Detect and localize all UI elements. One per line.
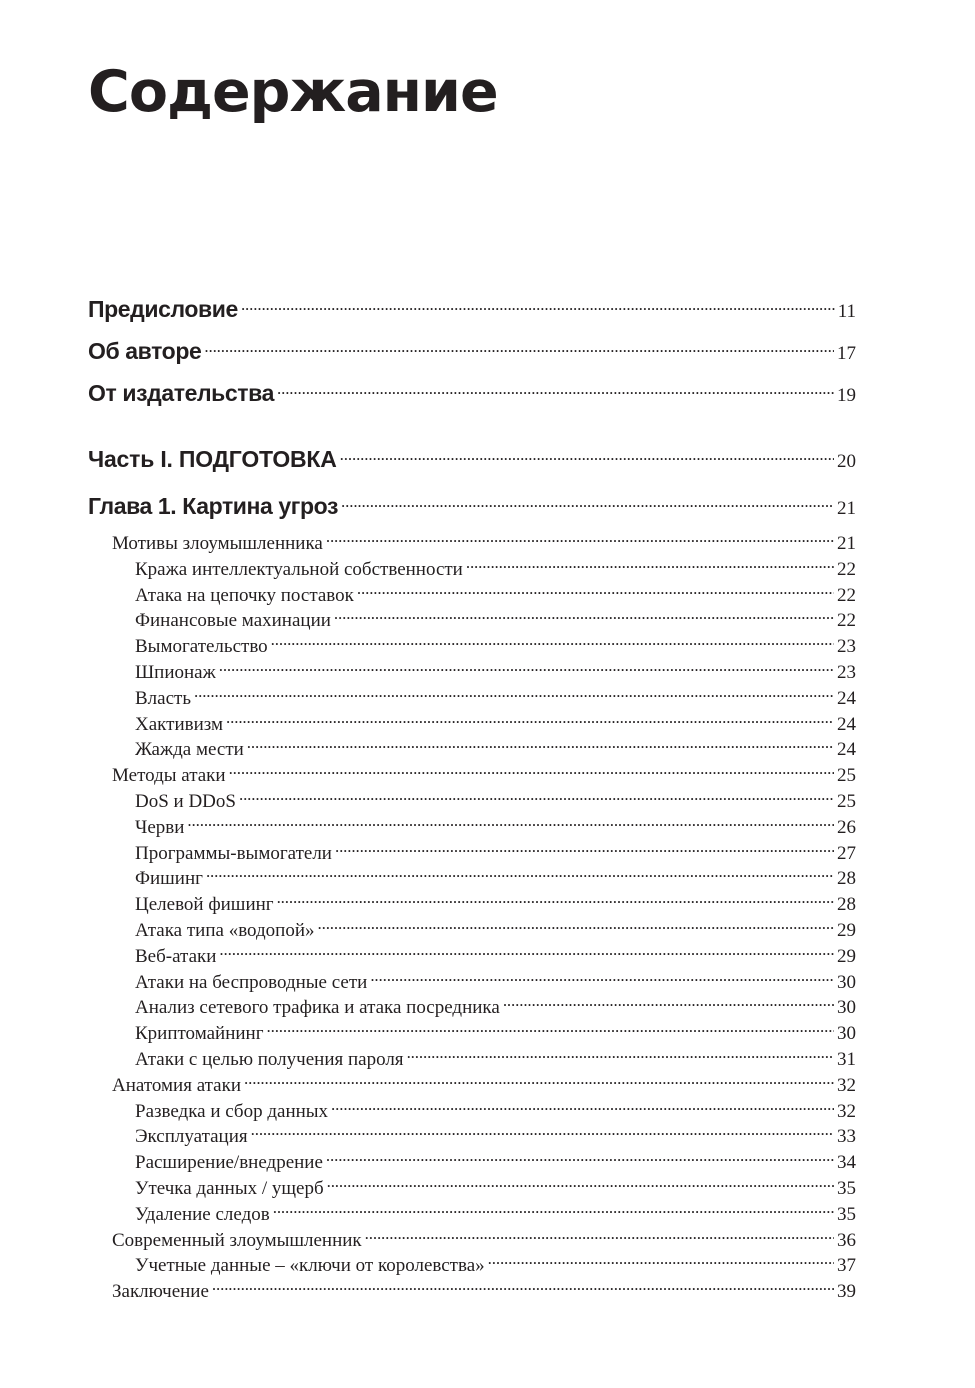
toc-entry [88, 791, 856, 813]
toc-entry-page: 24 [837, 713, 856, 735]
dot-leader [229, 765, 834, 781]
dot-leader [277, 894, 834, 910]
toc-entry-page: 32 [837, 1074, 856, 1096]
toc-entry [88, 296, 856, 323]
dot-leader [503, 997, 834, 1013]
toc-entry-title: Черви [135, 816, 185, 838]
toc-entry-page: 20 [837, 451, 856, 472]
dot-leader [251, 1126, 834, 1142]
dot-leader [326, 533, 834, 549]
toc-entry-title: Разведка и сбор данных [135, 1100, 329, 1122]
toc-entry-page: 28 [837, 894, 856, 916]
toc-entry-page: 24 [837, 739, 856, 761]
toc-entry-title: Веб-атаки [135, 945, 217, 967]
dot-leader [334, 610, 834, 626]
toc-entry-page: 19 [837, 385, 856, 406]
dot-leader [247, 739, 834, 755]
toc-entry-page: 32 [837, 1100, 856, 1122]
toc-entry [88, 446, 856, 473]
toc-entry [88, 1178, 856, 1200]
toc-entry [88, 636, 856, 658]
toc-entry-title: Кража интеллектуальной собственности [135, 558, 463, 580]
dot-leader [327, 1178, 834, 1194]
dot-leader [271, 636, 834, 652]
dot-leader [341, 498, 834, 514]
dot-leader [244, 1075, 834, 1091]
toc-entry-page: 24 [837, 687, 856, 709]
toc-entry-title: Хактивизм [135, 713, 224, 735]
toc-entry-title: Целевой фишинг [135, 894, 274, 916]
toc-entry-title: Утечка данных / ущерб [135, 1178, 324, 1199]
dot-leader [370, 972, 834, 988]
toc-entry-page: 31 [837, 1049, 856, 1070]
toc-entry [88, 1023, 856, 1045]
toc-entry-title: Учетные данные – «ключи от королевства» [135, 1255, 485, 1277]
toc-entry-title: Мотивы злоумышленника [112, 533, 323, 554]
toc-entry-title: Современный злоумышленник [112, 1229, 362, 1251]
toc-entry-title: Эксплуатация [135, 1126, 248, 1148]
dot-leader [331, 1101, 834, 1117]
toc-entry-title: Вымогательство [135, 636, 268, 658]
dot-leader [194, 688, 834, 704]
dot-leader [365, 1230, 834, 1246]
toc-entry-title: Глава 1. Картина угроз [88, 493, 339, 519]
toc-entry-page: 26 [837, 816, 856, 838]
toc-entry-page: 35 [837, 1203, 856, 1225]
toc-entry-page: 22 [837, 584, 856, 606]
toc-entry-page: 22 [837, 610, 856, 632]
toc-entry-page: 30 [837, 1023, 856, 1045]
dot-leader [340, 451, 834, 467]
dot-leader [219, 946, 834, 962]
dot-leader [226, 714, 834, 730]
dot-leader [241, 301, 835, 317]
toc-entry-page: 29 [837, 920, 856, 941]
toc-entry-page: 36 [837, 1229, 856, 1251]
toc-entry-title: Заключение [112, 1281, 209, 1303]
toc-entry-title: Программы-вымогатели [135, 842, 332, 864]
toc-entry [88, 1281, 856, 1303]
toc-entry [88, 338, 856, 365]
toc-entry [88, 688, 856, 710]
toc-entry [88, 1204, 856, 1226]
toc-entry [88, 714, 856, 736]
toc-entry [88, 662, 856, 684]
toc-entry-title: Об авторе [88, 338, 202, 364]
toc-entry [88, 533, 856, 555]
toc-entry-title: Атака на цепочку поставок [135, 584, 354, 606]
toc-entry [88, 1126, 856, 1148]
dot-leader [318, 920, 835, 936]
toc-entry-title: Часть I. ПОДГОТОВКА [88, 446, 337, 472]
toc-entry [88, 559, 856, 581]
toc-entry-page: 30 [837, 971, 856, 993]
toc-entry [88, 739, 856, 761]
toc-entry-page: 23 [837, 662, 856, 683]
toc-entry [88, 972, 856, 994]
dot-leader [466, 559, 834, 575]
toc-entry-title: Криптомайнинг [135, 1023, 264, 1045]
toc-entry-title: Анализ сетевого трафика и атака посредника [135, 997, 500, 1019]
toc-entry [88, 920, 856, 942]
toc-entry-page: 17 [837, 343, 856, 364]
toc-entry [88, 380, 856, 407]
toc-entry-title: Атаки на беспроводные сети [135, 971, 368, 993]
toc-entry [88, 1255, 856, 1277]
toc-entry-title: Шпионаж [135, 662, 216, 683]
toc-entry-title: От издательства [88, 380, 274, 406]
toc-entry [88, 1230, 856, 1252]
toc-entry [88, 765, 856, 787]
toc-entry-page: 22 [837, 558, 856, 580]
dot-leader [212, 1281, 834, 1297]
toc-entry-title: Атака типа «водопой» [135, 920, 315, 941]
toc-entry [88, 1101, 856, 1123]
toc-entry-page: 23 [837, 636, 856, 658]
toc-entry [88, 493, 856, 520]
toc-entry [88, 997, 856, 1019]
toc-entry [88, 1075, 856, 1097]
toc-entry-page: 34 [837, 1152, 856, 1174]
toc-entry-title: DoS и DDoS [135, 791, 236, 812]
dot-leader [267, 1023, 835, 1039]
dot-leader [239, 791, 834, 807]
toc-entry-page: 25 [837, 765, 856, 787]
toc-entry-page: 27 [837, 842, 856, 864]
toc-entry-title: Анатомия атаки [112, 1074, 242, 1096]
dot-leader [277, 385, 834, 401]
toc-entry [88, 610, 856, 632]
toc-entry-page: 25 [837, 791, 856, 812]
toc-entry-title: Расширение/внедрение [135, 1152, 323, 1174]
dot-leader [206, 868, 834, 884]
toc-entry-title: Удаление следов [135, 1203, 270, 1225]
toc-entry-title: Атаки с целью получения пароля [135, 1049, 404, 1070]
dot-leader [273, 1204, 834, 1220]
toc-entry-page: 33 [837, 1126, 856, 1148]
dot-leader [187, 817, 834, 833]
toc-entry-title: Предисловие [88, 296, 238, 322]
page-title: Содержание [88, 59, 498, 125]
toc-entry-title: Методы атаки [112, 765, 226, 787]
dot-leader [407, 1049, 834, 1065]
toc-entry-page: 11 [837, 301, 856, 322]
toc-entry-page: 28 [837, 868, 856, 890]
toc-entry [88, 843, 856, 865]
toc-entry [88, 585, 856, 607]
toc-entry [88, 894, 856, 916]
toc-entry-page: 21 [837, 498, 856, 519]
toc-entry [88, 1152, 856, 1174]
toc-entry-page: 37 [837, 1255, 856, 1277]
toc-entry-page: 21 [837, 533, 856, 554]
toc-entry-page: 39 [837, 1281, 856, 1303]
toc-entry-page: 29 [837, 945, 856, 967]
toc-entry [88, 946, 856, 968]
toc-entry-page: 30 [837, 997, 856, 1019]
toc-entry [88, 817, 856, 839]
toc-entry-title: Власть [135, 687, 191, 709]
toc-entry [88, 1049, 856, 1071]
dot-leader [488, 1255, 834, 1271]
dot-leader [335, 843, 834, 859]
toc-entry-title: Фишинг [135, 868, 203, 890]
toc-entry [88, 868, 856, 890]
toc-entry-title: Жажда мести [135, 739, 244, 761]
toc-entry-page: 35 [837, 1178, 856, 1199]
toc-entry-title: Финансовые махинации [135, 610, 331, 632]
dot-leader [204, 343, 834, 359]
dot-leader [357, 585, 834, 601]
dot-leader [219, 662, 834, 678]
dot-leader [326, 1152, 834, 1168]
